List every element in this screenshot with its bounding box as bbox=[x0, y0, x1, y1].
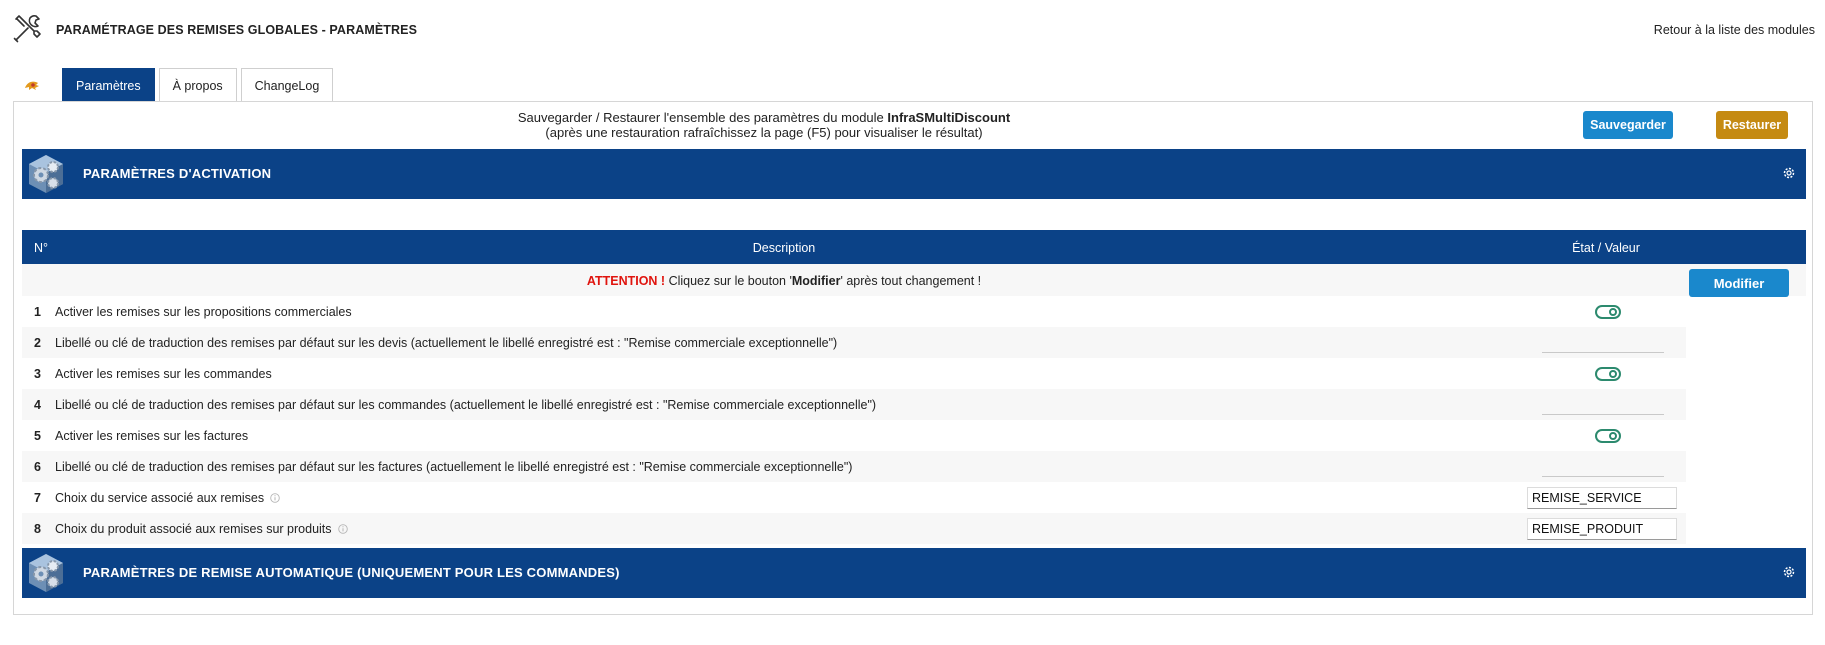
gear-icon[interactable] bbox=[1782, 565, 1796, 579]
row-desc: Libellé ou clé de traduction des remises par défaut sur les factures (actuellement le libellé enregistré est : "Remise commerciale exceptionnelle") bbox=[55, 460, 853, 474]
factures-label-input[interactable] bbox=[1542, 459, 1664, 477]
commandes-label-input[interactable] bbox=[1542, 397, 1664, 415]
row-num: 7 bbox=[34, 491, 41, 505]
tools-icon bbox=[12, 14, 42, 44]
table-row bbox=[22, 296, 1686, 327]
service-select[interactable] bbox=[1527, 487, 1677, 509]
product-select[interactable] bbox=[1527, 518, 1677, 540]
row-num: 1 bbox=[34, 305, 41, 319]
table-row bbox=[22, 513, 1686, 544]
row-desc: Libellé ou clé de traduction des remises par défaut sur les devis (actuellement le libellé enregistré est : "Remise commerciale exceptionnelle") bbox=[55, 336, 838, 350]
table-row bbox=[22, 420, 1686, 451]
toggle-knob bbox=[1609, 308, 1617, 316]
backup-description bbox=[314, 110, 1214, 140]
attention-label: ATTENTION ! bbox=[586, 274, 666, 288]
table-row bbox=[22, 358, 1686, 389]
restore-button[interactable]: Restaurer bbox=[1716, 111, 1788, 139]
notice-text bbox=[22, 274, 1546, 288]
row-num: 4 bbox=[34, 398, 41, 412]
row-desc: Libellé ou clé de traduction des remises par défaut sur les commandes (actuellement le libellé enregistré est : "Remise commerciale exceptionnelle") bbox=[55, 398, 877, 412]
section-title: PARAMÈTRES D'ACTIVATION bbox=[83, 166, 272, 181]
save-button[interactable]: Sauvegarder bbox=[1583, 111, 1673, 139]
tab-changelog[interactable]: ChangeLog bbox=[241, 68, 334, 102]
section-auto-discount bbox=[22, 548, 1806, 598]
row-desc: Activer les remises sur les commandes bbox=[55, 367, 272, 381]
header-state: État / Valeur bbox=[1572, 241, 1640, 255]
table-header bbox=[22, 230, 1806, 264]
row-num: 3 bbox=[34, 367, 41, 381]
table-row bbox=[22, 451, 1686, 482]
module-home-icon bbox=[24, 79, 40, 91]
row-num: 8 bbox=[34, 522, 41, 536]
toggle-commandes[interactable] bbox=[1595, 367, 1621, 381]
page-header bbox=[0, 0, 1825, 60]
info-icon[interactable] bbox=[270, 493, 280, 503]
tab-a-propos[interactable]: À propos bbox=[159, 68, 237, 102]
header-num: N° bbox=[34, 241, 49, 255]
row-num: 6 bbox=[34, 460, 41, 474]
attention-notice bbox=[22, 264, 1806, 296]
row-desc: Choix du service associé aux remises bbox=[55, 491, 265, 505]
row-desc: Choix du produit associé aux remises sur produits bbox=[55, 522, 332, 536]
back-to-modules-link[interactable]: Retour à la liste des modules bbox=[1653, 23, 1815, 37]
row-desc: Activer les remises sur les propositions commerciales bbox=[55, 305, 352, 319]
table-row bbox=[22, 389, 1686, 420]
tab-module-home[interactable] bbox=[20, 68, 44, 102]
info-icon[interactable] bbox=[338, 524, 348, 534]
row-desc: Activer les remises sur les factures bbox=[55, 429, 249, 443]
gears-cube-icon bbox=[26, 153, 66, 195]
table-row bbox=[22, 327, 1686, 358]
gears-cube-icon bbox=[26, 552, 66, 594]
notice-before: Cliquez sur le bouton ' bbox=[665, 274, 792, 288]
gear-icon[interactable] bbox=[1782, 166, 1796, 180]
row-num: 5 bbox=[34, 429, 41, 443]
toggle-propositions[interactable] bbox=[1595, 305, 1621, 319]
toggle-factures[interactable] bbox=[1595, 429, 1621, 443]
row-num: 2 bbox=[34, 336, 41, 350]
toggle-knob bbox=[1609, 370, 1617, 378]
notice-bold: Modifier bbox=[791, 274, 841, 288]
tab-parametres[interactable]: Paramètres bbox=[62, 68, 155, 102]
tab-bar bbox=[20, 68, 337, 102]
table-row bbox=[22, 482, 1686, 513]
notice-after: ' après tout changement ! bbox=[840, 274, 982, 288]
modify-button[interactable]: Modifier bbox=[1689, 269, 1789, 297]
backup-module-name: InfraSMultiDiscount bbox=[887, 110, 1011, 125]
section-title: PARAMÈTRES DE REMISE AUTOMATIQUE (UNIQUEMENT POUR LES COMMANDES) bbox=[83, 565, 620, 580]
page-title: PARAMÉTRAGE DES REMISES GLOBALES - PARAMÈTRES bbox=[56, 23, 418, 37]
backup-line1: Sauvegarder / Restaurer l'ensemble des paramètres du module bbox=[517, 110, 888, 125]
toggle-knob bbox=[1609, 432, 1617, 440]
settings-panel bbox=[13, 101, 1813, 615]
row-desc-wrap bbox=[55, 522, 348, 536]
row-desc-wrap bbox=[55, 491, 280, 505]
section-activation bbox=[22, 149, 1806, 199]
devis-label-input[interactable] bbox=[1542, 335, 1664, 353]
backup-line2: (après une restauration rafraîchissez la page (F5) pour visualiser le résultat) bbox=[545, 125, 983, 140]
header-description: Description bbox=[752, 241, 816, 255]
